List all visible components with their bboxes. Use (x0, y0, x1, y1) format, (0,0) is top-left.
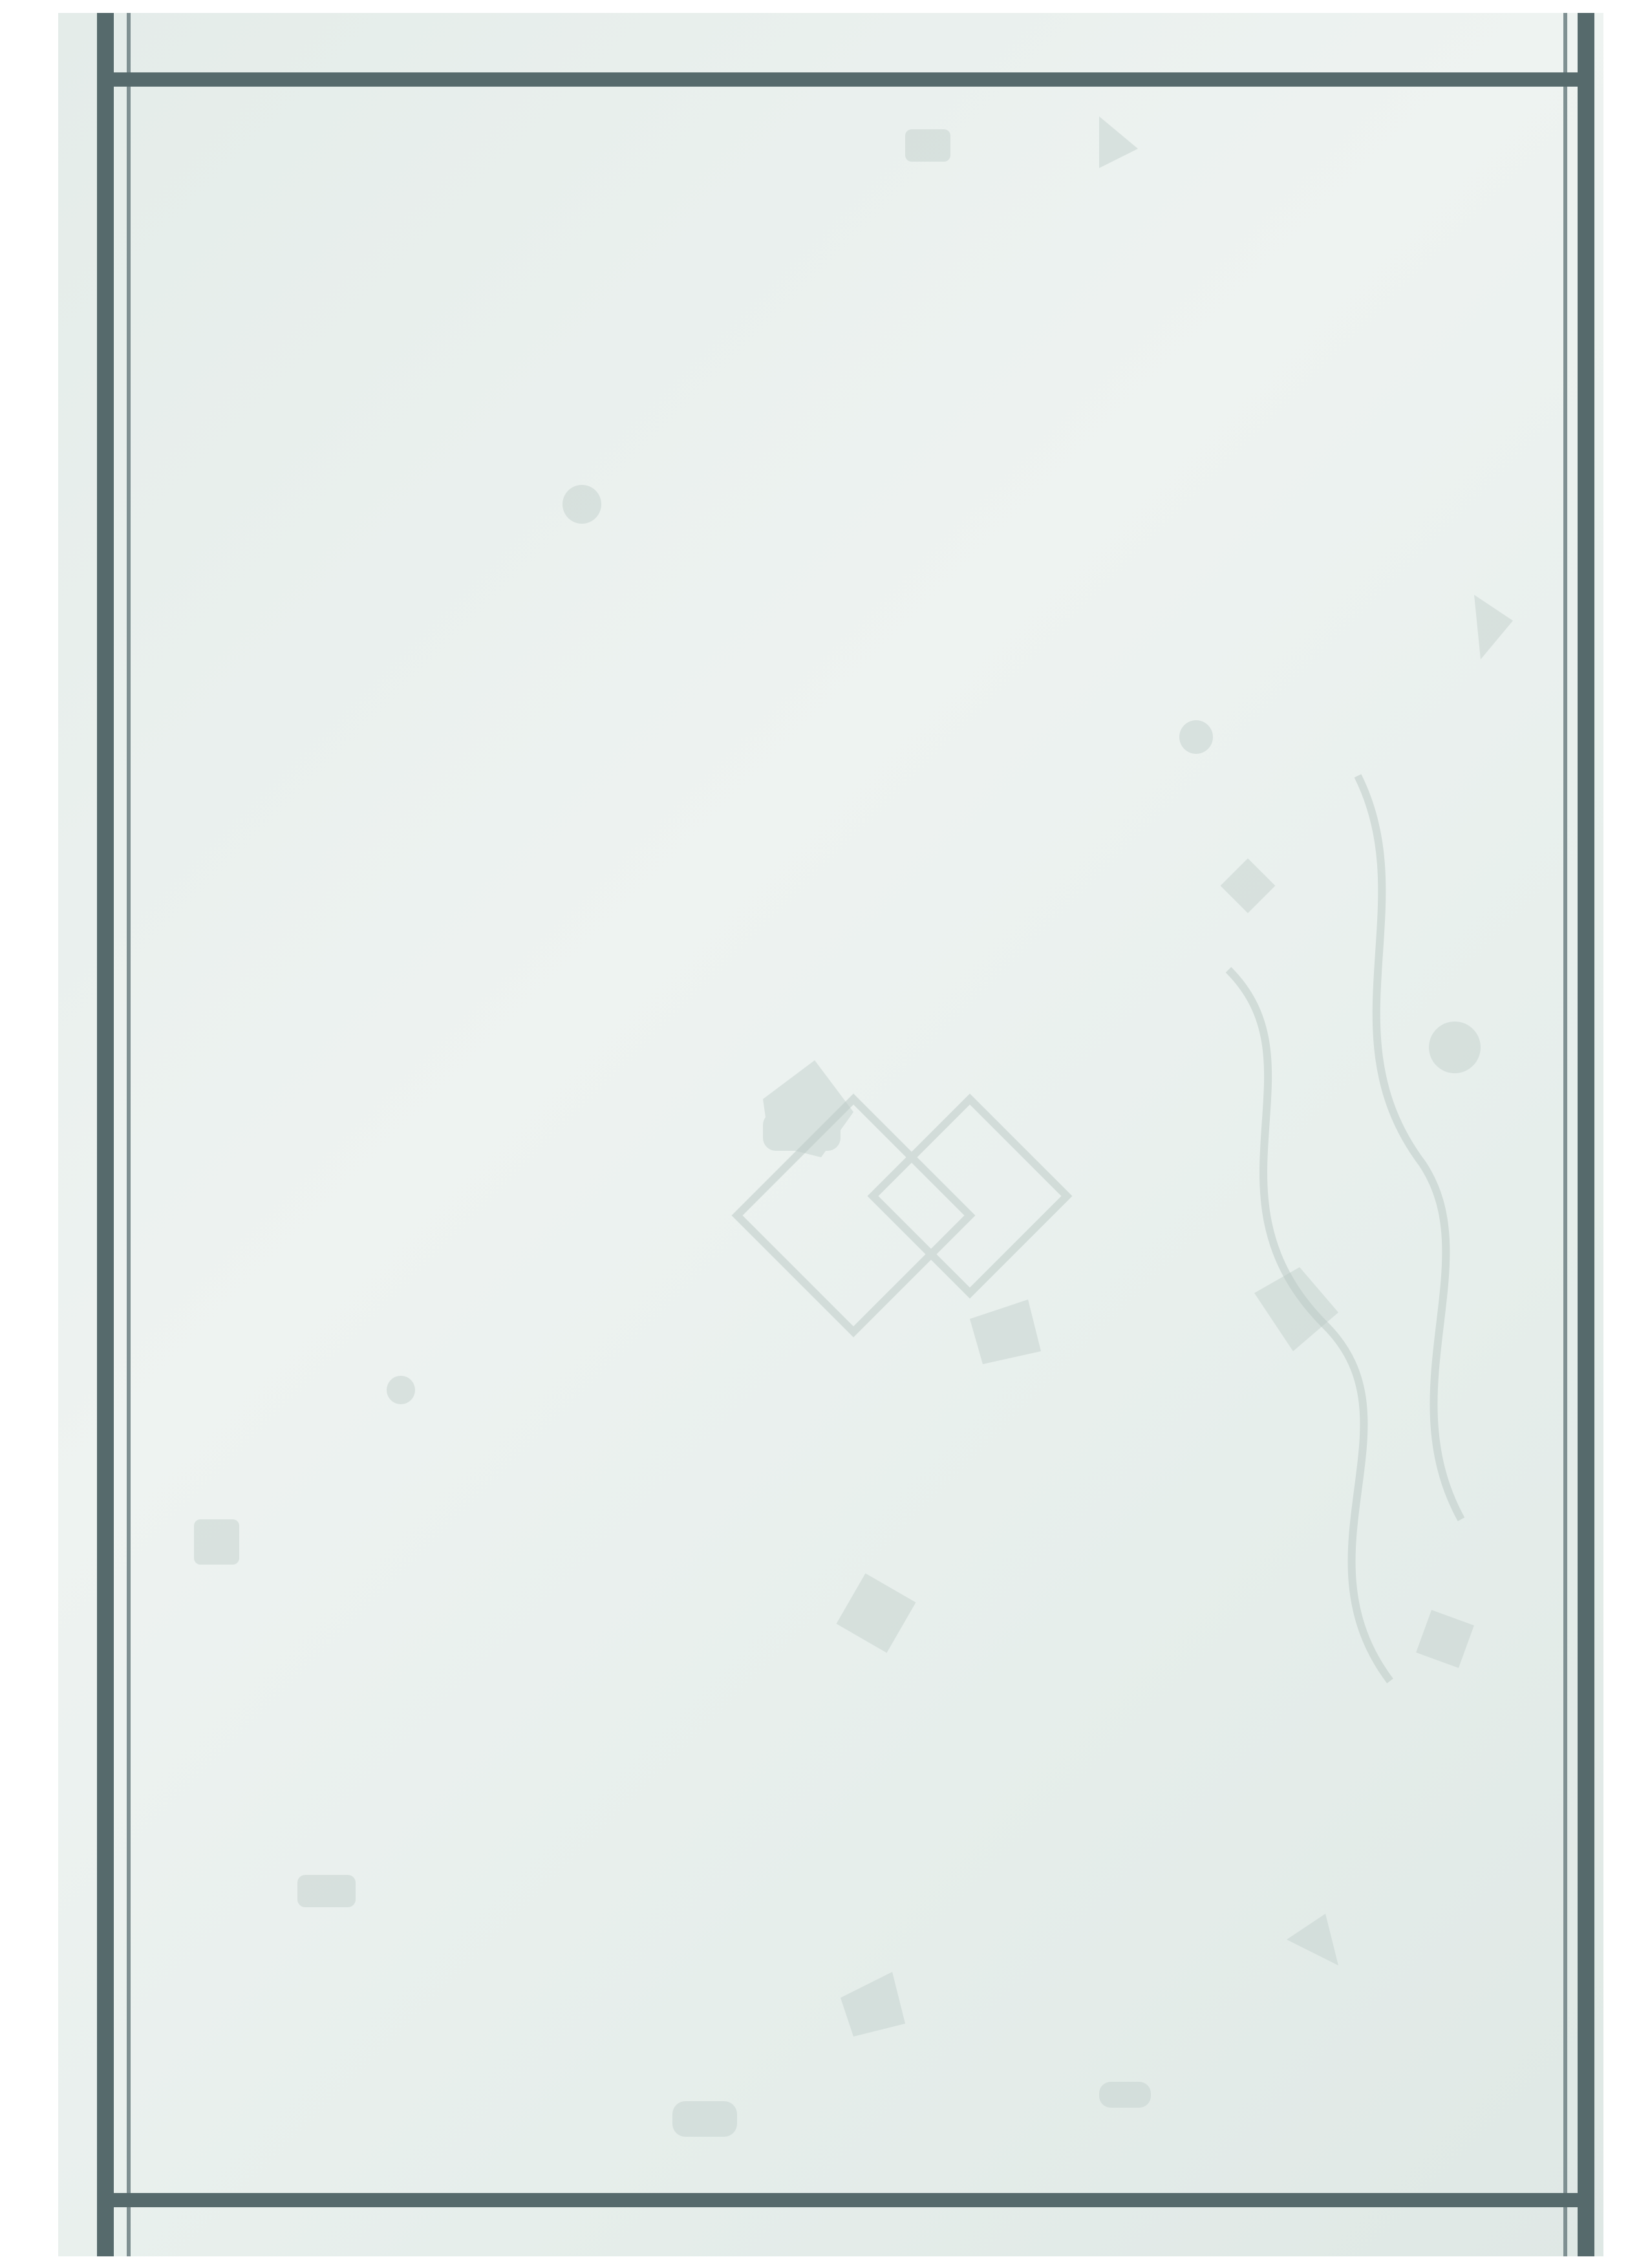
frame-left-line (127, 13, 131, 2256)
certificate-content (1548, 74, 1650, 2180)
frame-left-bar (97, 13, 114, 2256)
certificate-background (58, 13, 1603, 2256)
frame-bottom-bar (97, 2193, 1594, 2207)
frame-top-bar (97, 72, 1594, 87)
